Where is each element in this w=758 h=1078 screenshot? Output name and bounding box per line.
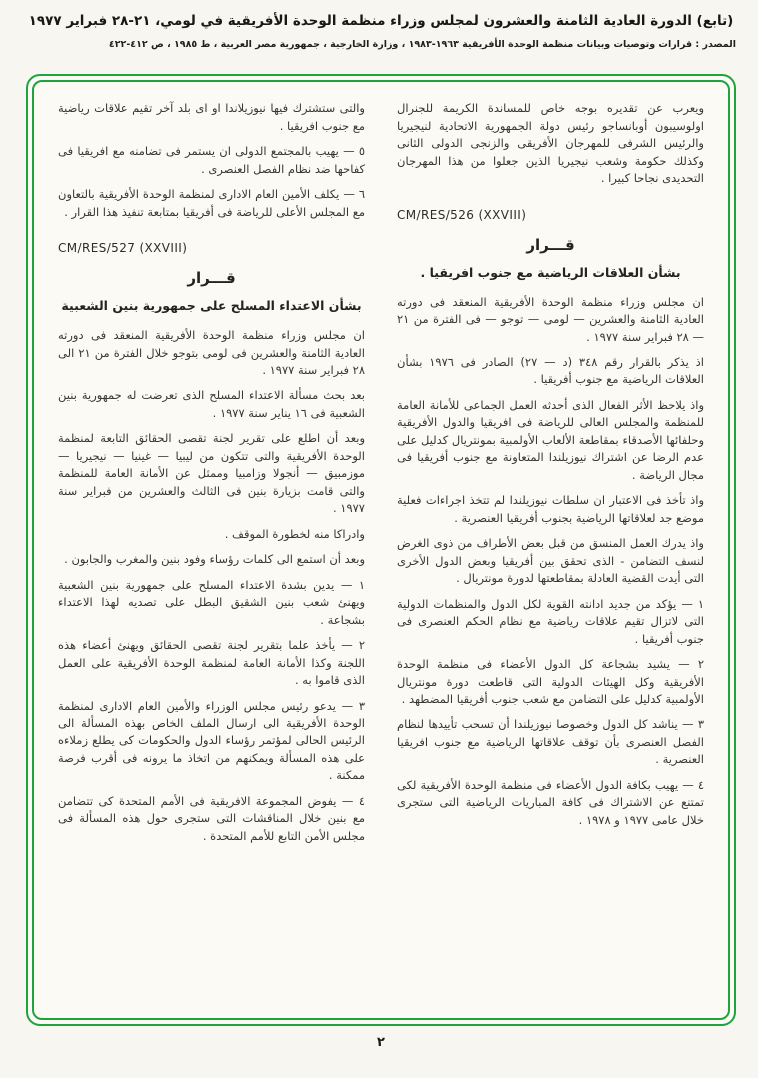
paragraph: واذ يلاحظ الأثر الفعال الذى أحدثه العمل الجماعى للأمانة العامة للمنظمة والمجلس العالى للرياضة فى افريقيا والدول الأفريقية وحلفائها الأصدقاء بمقاطعة الألعاب الأولمبية بمونتريال كدليل على عدم الرضا عن اشتراك نيوزيلندا المتعاونة مع جنوب أفريقيا فى مجال الرياضة . xyxy=(397,397,704,482)
source-citation: المصدر : قرارات وتوصيات وبيانات منظمة الوحدة الأفريقية ١٩٦٣-١٩٨٣ ، وزارة الخارجية ، جمهورية مصر العربية ، ط ١٩٨٥ ، ص ٤١٢-٤٢٢ xyxy=(108,39,736,51)
paragraph-item-4: ٤ — يهيب بكافة الدول الأعضاء فى منظمة الوحدة الأفريقية لكى تمتنع عن الاشتراك فى كافة المباريات الرياضية التى ستجرى خلال عامى ١٩٧٧ و ١٩٧٨ . xyxy=(397,777,704,827)
resolution-subject-sports: بشأن العلاقات الرياضية مع جنوب افريقيا . xyxy=(420,264,681,280)
two-column-layout xyxy=(58,100,704,1008)
paragraph: واذ تأخذ فى الاعتبار ان سلطات نيوزيلندا لم تتخذ اجراءات فعلية موضع جد لعلاقاتها الرياضية بجنوب أفريقيا العنصرية . xyxy=(397,493,704,525)
green-border-frame xyxy=(26,74,736,1026)
paragraph-item-4: ٤ — يفوض المجموعة الافريقية فى الأمم المتحدة كى تتضامن مع بنين خلال المناقشات التى ستجرى حول هذه المسألة فى مجلس الأمن التابع للأمم المتحدة . xyxy=(58,793,365,843)
paragraph-item-3: ٣ — يناشد كل الدول وخصوصا نيوزيلندا أن تسحب تأييدها لنظام الفصل العنصرى بأن توقف علاقاتها الرياضية مع جنوب افريقيا العنصرية . xyxy=(397,717,704,767)
paragraph: ان مجلس وزراء منظمة الوحدة الأفريقية المنعقد فى دورته العادية الثامنة والعشرين فى لومى بتوجو خلال الفترة من ٢١ الى ٢٨ فبراير سنة ١٩٧٧ . xyxy=(58,328,365,377)
paragraph: والتى ستشترك فيها نيوزيلاندا او اى بلد آخر تقيم علاقات رياضية مع جنوب افريقيا . xyxy=(58,101,365,133)
page-number: ٢ xyxy=(377,1035,385,1051)
document-header xyxy=(26,12,736,50)
resolution-title: قـــرار xyxy=(526,235,575,254)
paragraph-item-5: ٥ — يهيب بالمجتمع الدولى ان يستمر فى تضامنه مع افريقيا فى كفاحها ضد نظام الفصل العنصرى . xyxy=(58,144,365,176)
session-title: (تابع) الدورة العادية الثامنة والعشرون لمجلس وزراء منظمة الوحدة الأفريقية في لومي، ٢١-٢٨ فبراير ١٩٧٧ xyxy=(28,13,734,29)
paragraph: وادراكا منه لخطورة الموقف . xyxy=(224,526,365,541)
paragraph: ويعرب عن تقديره بوجه خاص للمساندة الكريمة للجنرال اولوسيبون أوبانساجو رئيس دولة الجمهورية الاتحادية لنيجيريا والرئيس الشرفى للمهرجان الأفريقى والزنجى الدولى الثانى وكذلك حكومة وشعب نيجيريا الذين جعلوا من هذا المهرجان التحديدى نجاحا كبيرا . xyxy=(397,101,704,186)
resolution-title: قـــرار xyxy=(187,269,236,288)
paragraph: ان مجلس وزراء منظمة الوحدة الأفريقية المنعقد فى دورته العادية الثامنة والعشرين — لومى — توجو — فى الفترة من ٢١ — ٢٨ فبراير سنة ١٩٧٧ . xyxy=(397,294,704,344)
column-right xyxy=(397,100,704,1008)
paragraph: اذ يذكر بالقرار رقم ٣٤٨ (د — ٢٧) الصادر فى ١٩٧٦ بشأن العلاقات الرياضية مع جنوب أفريقيا . xyxy=(397,355,704,387)
paragraph-item-1: ١ — يؤكد من جديد ادانته القوية لكل الدول والمنظمات الدولية التى لاتزال تقيم علاقات رياضية مع نظام الحكم العنصرى فى جنوب أفريقيا . xyxy=(397,596,704,646)
resolution-code-526: CM/RES/526 (XXVIII) xyxy=(397,207,527,222)
paragraph-item-2: ٢ — يأخذ علما بتقرير لجنة تقصى الحقائق ويهنئ أعضاء هذه اللجنة وكذا الأمانة العامة لمنظمة الوحدة الأفريقية على العمل الذى قاموا به . xyxy=(58,638,365,688)
column-left xyxy=(58,100,365,1008)
paragraph: وبعد أن استمع الى كلمات رؤساء وفود بنين والمغرب والجابون . xyxy=(64,552,365,567)
paragraph-item-6: ٦ — يكلف الأمين العام الادارى لمنظمة الوحدة الأفريقية بالتعاون مع المجلس الأعلى للرياضة فى أفريقيا بمتابعة تنفيذ هذا القرار . xyxy=(58,187,365,219)
paragraph: وبعد أن اطلع على تقرير لجنة تقصى الحقائق التابعة لمنظمة الوحدة الأفريقية والتى تتكون من ليبيا — غينيا — نيجيريا — موزمبيق — أنجولا وزامبيا وممثل عن الأمانة العامة للمنظمة والتى قامت بزيارة بنين فى الثالث والعشرين من فبراير سنة ١٩٧٧ . xyxy=(58,431,365,516)
paragraph-item-3: ٣ — يدعو رئيس مجلس الوزراء والأمين العام الادارى لمنظمة الوحدة الأفريقية الى ارسال الملف الخاص بهذه المسألة الى الرئيس الحالى لمؤتمر رؤساء الدول والحكومات كى يطلع زملاءه على هذه المسألة ويمكنهم من اتخاذ ما يرونه فى أقرب فرصة ممكنة . xyxy=(58,698,365,783)
paragraph: واذ يدرك العمل المنسق من قبل بعض الأطراف من ذوى الغرض لنسف التضامن - الذى تحقق بين أفريقيا وبعض الدول الأخرى التى أيدت القضية العادلة بمقاطعتها لدورة مونتريال . xyxy=(397,536,704,586)
resolution-code-527: CM/RES/527 (XXVIII) xyxy=(58,241,188,256)
paragraph-item-1: ١ — يدين بشدة الاعتداء المسلح على جمهورية بنين الشعبية ويهنئ شعب بنين الشقيق البطل على تصديه لهذا الاعتداء بشجاعة . xyxy=(58,577,365,627)
green-border-frame-inner xyxy=(32,80,730,1020)
resolution-subject-benin: بشأن الاعتداء المسلح على جمهورية بنين الشعبية xyxy=(61,298,362,314)
paragraph-item-2: ٢ — يشيد بشجاعة كل الدول الأعضاء فى منظمة الوحدة الأفريقية وكل الهيئات الدولية التى قاطعت دورة مونتريال الأولمبية كدليل على التضامن مع شعب جنوب أفريقيا المضطهد . xyxy=(397,657,704,706)
paragraph: بعد بحث مسألة الاعتداء المسلح الذى تعرضت له جمهورية بنين الشعبية فى ١٦ يناير سنة ١٩٧٧ . xyxy=(58,388,365,420)
